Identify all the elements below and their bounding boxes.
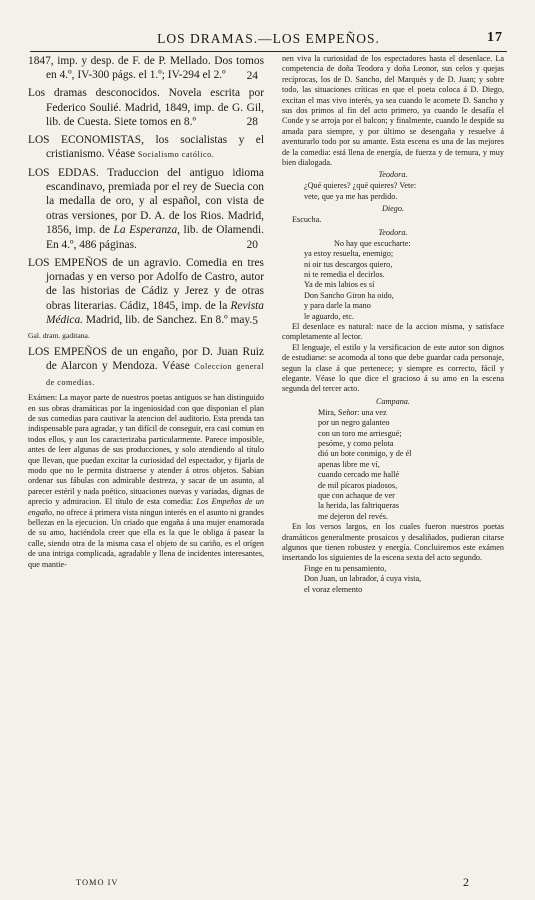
verse-line: le aguardo, etc. (304, 311, 355, 321)
verse-line: No hay que escucharte: (334, 238, 411, 248)
verse-block-5 (282, 564, 504, 595)
entry-text: Novela escrita por Federico Soulié. Madrid, 1849, imp. de G. Gil, lib. de Cuesta. Siete tomos en 8.º (46, 87, 264, 129)
entry-heading: LOS EDDAS. (28, 166, 99, 179)
verse-line: la herida, las faltriqueras (318, 501, 399, 511)
verse-line: ni oir tus descargos quiero, (304, 259, 393, 269)
verse-line: Ya de mis labios es sí (304, 280, 375, 290)
verse-line: ni te remedia el decirlos. (304, 269, 385, 279)
entry-ref: 20 (246, 239, 258, 252)
verse-line: con un toro me arriesgué; (318, 428, 402, 438)
entry-empenos-engano (28, 345, 264, 390)
examen-paragraph (28, 393, 264, 570)
source-line: Gal. dram. gaditana. (28, 330, 90, 340)
review-paragraph-3: El lenguaje, el estilo y la versificacion de este autor son dignos de estudiarse: se acomoda al tono que debe guardar cada personaje, segun la clase á que pertenece; y siempre es correcto, fácil y elegante. Véase lo que dice el gracioso á su amo en la escena segunda del tercer acto. (282, 342, 504, 394)
examen-text-2: no ofrece á primera vista ningun interés en el asunto ni grandes bellezas en la ejecucion. Un criado que engaña á una mujer enamorada de su amo, haciéndola creer que ella es la que le obliga á pasear la calle, siendo otra de la misma casa el objeto de su cariño, es el orígen de una intriga complicada, agradable y llena de incidentes interesantes, que mantie- (28, 507, 264, 569)
entry-eddas (28, 166, 264, 253)
speaker-diego: Diego. (381, 204, 405, 214)
entry-heading: Los dramas desconocidos. (28, 87, 160, 100)
verse-line: pesóme, y como pelota (318, 439, 394, 448)
entry-ref: 28 (246, 116, 258, 129)
left-column (28, 54, 264, 570)
examen-text: La mayor parte de nuestros poetas antiguos se han distinguido en sus obras dramáticas por la ingeniosidad con que disponian el plan de sus comedias para cautivar la atencion del auditorio. Esta prenda tan indispensable para agradar, y tan difícil de conseguir, era casi comun en todos ellos, y aun los caracterizaba particularmente. Parece imposible, antes de leer algunas de sus producciones, y solo atendiendo al título que llevan, que puedan excitar la curiosidad del espectador, y fijarla de modo que no le permita distraerse y atender á otros objetos. Sabian ordenar sus fábulas con admirable destreza, y sacar de un asunto, al parecer estéril y nada poético, situaciones nuevas y variadas, dignas de aprecio y admiracion. El título de esta comedia: (28, 393, 264, 507)
verse-line: por un negro galanteo (318, 418, 390, 428)
examen-label: Exámen: (28, 393, 58, 403)
verse-line: Don Sancho Giron ha oido, (304, 290, 394, 300)
entry-dramas-desconocidos (28, 86, 264, 130)
right-column (282, 54, 504, 595)
examen-title: Los Empeños de un engaño, (28, 497, 264, 517)
verse-line: ¿Qué quieres? ¿qué quieres? Vete: (304, 181, 417, 191)
entry-text: los socialistas y el cristianismo. Véase (46, 133, 264, 161)
verse-line: y para darle la mano (304, 301, 371, 311)
entry-text: Comedia en tres jornadas y en verso por Adolfo de Castro, autor de las historias de Cádiz y Jerez y de otras obras literarias. Cádiz, 1845, imp. de la (46, 256, 264, 312)
running-header (30, 31, 507, 52)
volume-label: TOMO IV (76, 878, 119, 887)
entry-text: por D. Juan Ruiz de Alarcon y Mendoza. Véase (46, 345, 264, 373)
verse-block-1 (282, 181, 504, 202)
verse-line: cuando cercado me hallé (318, 470, 400, 480)
verse-block-4 (282, 408, 504, 522)
verse-line: dió un bote conmigo, y de él (318, 449, 412, 459)
cross-reference: Coleccion general de comedias. (46, 362, 264, 387)
review-paragraph-2: El desenlace es natural: nace de la accion misma, y satisface completamente al lector. (282, 321, 504, 342)
entry-text: Traduccion del antiguo idioma escandinavo, premiada por el rey de Suecia con la medalla de oro, y al español, con vista de otras versiones, por D. A. de los Rios. Madrid, 1856, imp. de (46, 166, 264, 237)
entry-italic: La Esperanza, (113, 224, 181, 237)
entry-ref: 24 (246, 69, 258, 82)
entry-empenos-agravio (28, 256, 264, 328)
review-paragraph-1: nen viva la curiosidad de los espectadores hasta el desenlace. La competencia de doña Teodora y doña Leonor, sus celos y quejas recíprocas, los de D. Sancho, del Marqués y de D. Juan; y sobre todo, las situaciones críticas en que el poeta coloca á D. Diego, excitan el mas vivo interés, ya sea cuando le acomete D. Sancho y sus dos primos al fin del acto primero, ya cuando le desafía el Conde y se arroja por el balcon; y finalmente, cuando le despide su amada para siempre, y por último se desengaña y resuelve á aventurarlo todo por su amante. Esta escena es una de las mejores de la comedia: está llena de energía, de fuerza y de ternura, y muy bien dialogada. (282, 54, 504, 168)
verse-line: Don Juan, un labrador, á cuya vista, (304, 574, 422, 584)
speaker-teodora: Teodora. (378, 170, 408, 180)
verse-block-3 (282, 239, 504, 322)
verse-line: que con achaque de ver (318, 491, 395, 501)
entry-text-2: Madrid, lib. de Sanchez. En 8.º may. (83, 314, 253, 327)
verse-line: Finge en tu pensamiento, (304, 563, 387, 573)
verse-line: me dejeron del revés. (318, 511, 389, 521)
entry-ref: 5 (252, 314, 258, 327)
cross-reference: Socialismo católico. (137, 150, 215, 160)
entry-italic: Revista Médica. (46, 299, 264, 327)
entry-heading: LOS ECONOMISTAS, (28, 133, 144, 146)
verse-line: el voraz elemento (304, 584, 363, 594)
verse-line: ya estoy resuelta, enemigo; (304, 249, 394, 259)
verse-line: vete, que ya me has perdido. (304, 191, 398, 201)
review-paragraph-4: En los versos largos, en los cuales fueron nuestros poetas dramáticos generalmente prosaicos y desaliñados, pudieran citarse algunos que tienen robustez y energía. Concluiremos este exámen insertando los siguientes de la escena sexta del acto segundo. (282, 522, 504, 563)
verse-line: Mira, Señor: una vez (318, 407, 387, 417)
entry-heading: LOS EMPEÑOS de un agravio. (28, 256, 182, 269)
entry-heading: LOS EMPEÑOS de un engaño, (28, 345, 178, 358)
entry-text-2: lib. de Olamendi. En 4.º, 486 páginas. (46, 224, 264, 251)
speaker-campana: Campana. (376, 396, 410, 406)
entry-economistas (28, 133, 264, 163)
verse-line: Escucha. (292, 215, 322, 225)
verse-block-2 (282, 215, 504, 225)
continued-entry (28, 54, 264, 83)
signature-mark: 2 (463, 875, 469, 889)
verse-line: apenas libre me ví, (318, 459, 380, 469)
page-number: 17 (487, 30, 503, 45)
speaker-teodora-2: Teodora. (378, 227, 408, 237)
header-title: LOS DRAMAS.—LOS EMPEÑOS. (157, 31, 380, 46)
entry-text: 1847, imp. y desp. de F. de P. Mellado. Dos tomos en 4.º, IV-300 págs. el 1.º; IV-294 el 2.º (28, 55, 264, 82)
verse-line: de mil pícaros piadosos, (318, 480, 398, 490)
